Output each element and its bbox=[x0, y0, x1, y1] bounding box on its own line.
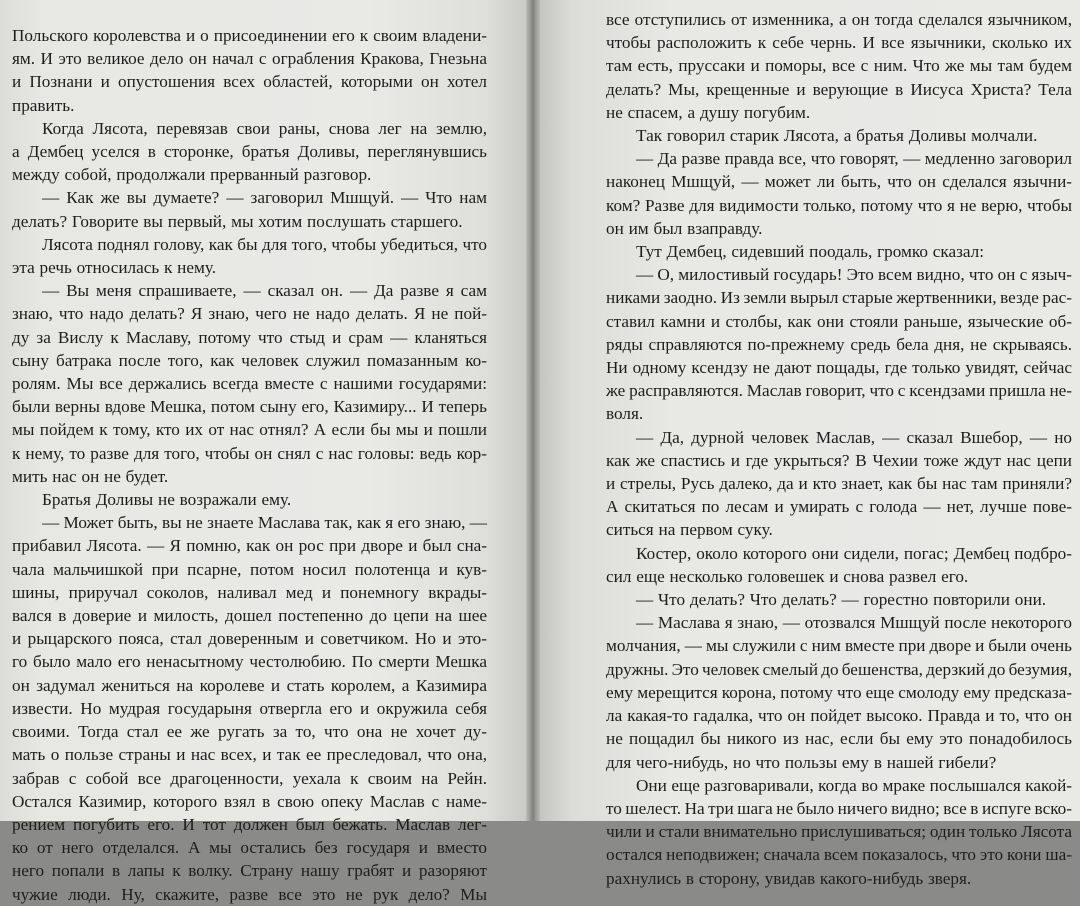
text-line: вался в доверие и милость, дошел постепенно до цепи на шее bbox=[12, 606, 487, 626]
text-line: делать? Мы, крещенные и верующие в Иисуса Христа? Тела bbox=[606, 79, 1072, 99]
text-line: своими. Тогда стал ее же ругать за то, что она не хочет ду- bbox=[12, 722, 487, 742]
text-line: молчания, — мы служили с ним вместе при дворе и были очень bbox=[606, 636, 1072, 656]
text-line: забрав с собой все драгоценности, уехала к своим на Рейн. bbox=[12, 768, 487, 788]
text-line: ставил камни и столбы, как они стояли раньше, языческие об- bbox=[606, 311, 1072, 331]
left-page-text bbox=[12, 24, 487, 906]
text-line: для чего-нибудь, но что пользы ему в нашей гибели? bbox=[606, 752, 997, 772]
text-line: чужие люди. Ну, скажите, разве все это не рук дело? Мы bbox=[12, 884, 487, 904]
left-page bbox=[0, 0, 528, 904]
text-line: ко от него отделался. А мы остались без государя и вместо bbox=[12, 838, 487, 858]
text-line: все отступились от изменника, а он тогда сделался язычником, bbox=[606, 10, 1072, 29]
text-line: там есть, пруссаки и поморы, все с ним. Что же мы там будем bbox=[606, 56, 1072, 76]
text-line: — Может быть, вы не знаете Маслава так, как я его знаю, — bbox=[42, 513, 487, 533]
text-line: — Маслава я знаю, — отозвался Мшщуй после некоторого bbox=[636, 613, 1072, 633]
text-line: Лясота поднял голову, как бы для того, чтобы убедиться, что bbox=[42, 234, 487, 254]
text-line: ком? Разве для видимости только, потому что я не верю, чтобы bbox=[606, 195, 1072, 215]
right-page bbox=[540, 0, 1080, 888]
text-line: — О, милостивый государь! Это всем видно, что он с языч- bbox=[636, 265, 1072, 285]
text-line: он им был взаправду. bbox=[606, 218, 763, 238]
text-line: него попали в лапы к волку. Страну нашу грабят и разоряют bbox=[12, 861, 487, 881]
text-line: ролям. Мы все держались всегда вместе с нашими государями: bbox=[12, 374, 487, 394]
text-line: ему мерещится корона, потому что еще смолоду ему предсказа- bbox=[606, 682, 1072, 702]
text-line: Ни одному ксендзу не дают пощады, где только увидят, сейчас bbox=[606, 358, 1072, 378]
right-page-text bbox=[606, 8, 1072, 890]
text-line: и Познани и опустошения всех областей, которыми он хотел bbox=[12, 72, 487, 92]
text-line: к нему, то разве для того, чтобы он снял с нас головы: ведь кор- bbox=[12, 443, 487, 463]
text-line: дружны. Это человек смелый до бешенства, дерзкий до безумия, bbox=[606, 659, 1072, 679]
text-line: чтобы расположить к себе чернь. И все язычники, сколько их bbox=[606, 33, 1072, 53]
text-line: он задумал жениться на королеве и стать королем, а Казимира bbox=[12, 675, 487, 695]
text-line: — Что делать? Что делать? — горестно повторили они. bbox=[636, 590, 1047, 610]
text-line: Они еще разговаривали, когда во мраке послышался какой- bbox=[636, 775, 1072, 795]
text-line: Так говорил старик Лясота, а братья Доливы молчали. bbox=[636, 126, 1038, 146]
text-line: как же спастись и где укрыться? В Чехии тоже ждут нас цепи bbox=[606, 450, 1072, 470]
text-line: ла какая-то гадалка, что он пойдет высоко. Правда и то, что он bbox=[606, 706, 1072, 726]
text-line: рением погубить его. И тот должен был бежать. Маслав лег- bbox=[12, 814, 487, 834]
text-line: ям. И это великое дело он начал с ограбления Кракова, Гнезьна bbox=[12, 49, 487, 69]
text-line: а Дембец уселся в сторонке, братья Доливы, переглянувшись bbox=[12, 142, 487, 162]
text-line: мать о пользе страны и нас всех, и так ее преследовал, что она, bbox=[12, 745, 487, 765]
text-line: Остался Казимир, которого взял в свою опеку Маслав с наме- bbox=[12, 791, 487, 811]
text-line: рахнулись в сторону, увидав какого-нибудь зверя. bbox=[606, 868, 972, 888]
text-line: чала мальчишкой при псарне, потом носил полотенца и кув- bbox=[12, 559, 487, 579]
text-line: были верны вдове Мешка, потом сыну его, Казимиру... И теперь bbox=[12, 397, 487, 417]
text-line: — Как же вы думаете? — заговорил Мшщуй. — Что нам bbox=[42, 188, 487, 208]
text-line: мы пойдем к тому, кто их от нас отнял? А если бы мы и пошли bbox=[12, 420, 487, 440]
text-line: и рыцарского пояса, стал доверенным и советчиком. Но и это- bbox=[12, 629, 487, 649]
text-line: то шелест. На три шага не было ничего видно; все в испуге вско- bbox=[606, 798, 1072, 818]
text-line: наконец Мшщуй, — может ли быть, что он сделался язычни- bbox=[606, 172, 1072, 192]
text-line: ряды справляются по-прежнему средь бела дня, не скрываясь. bbox=[606, 334, 1072, 354]
text-line: Костер, около которого они сидели, погас; Дембец подбро- bbox=[636, 543, 1072, 563]
text-line: сыну батрака после того, как человек служил помазанным ко- bbox=[12, 350, 487, 370]
text-line: мить нас он не будет. bbox=[12, 466, 169, 486]
text-line: не пощадил бы никого из нас, если бы ему это понадобилось bbox=[606, 729, 1072, 749]
text-line: прибавил Лясота. — Я помню, как он рос при дворе и был сна- bbox=[12, 536, 487, 556]
text-line: го было мало его ненасытному честолюбию. По смерти Мешка bbox=[12, 652, 487, 672]
text-line: править. bbox=[12, 95, 75, 115]
text-line: и стрелы, Русь далеко, да и кто знает, как бы нас там приняли? bbox=[606, 474, 1072, 494]
text-line: — Да разве правда все, что говорят, — медленно заговорил bbox=[636, 149, 1072, 169]
text-line: делать? Говорите вы первый, мы хотим послушать старшего. bbox=[12, 211, 463, 231]
text-line: Когда Лясота, перевязав свои раны, снова лег на землю, bbox=[42, 118, 487, 138]
text-line: чили и стали внимательно прислушиваться; один только Лясота bbox=[606, 822, 1072, 842]
text-line: — Да, дурной человек Маслав, — сказал Вшебор, — но bbox=[636, 427, 1072, 447]
text-line: не спасем, а душу погубим. bbox=[606, 102, 811, 122]
text-line: между собой, продолжали прерванный разговор. bbox=[12, 165, 372, 185]
text-line: Польского королевства и о присоединении его к своим владени- bbox=[12, 26, 487, 45]
text-line: сил еще несколько головешек и снова развел его. bbox=[606, 566, 969, 586]
text-line: ситься на первом суку. bbox=[606, 520, 773, 540]
text-line: Тут Дембец, сидевший поодаль, громко сказал: bbox=[636, 242, 985, 262]
text-line: А скитаться по лесам и умирать с голода — нет, лучше пове- bbox=[606, 497, 1072, 517]
text-line: воля. bbox=[606, 404, 644, 424]
text-line: никами заодно. Из земли вырыл старые жертвенники, везде рас- bbox=[606, 288, 1072, 308]
text-line: Братья Доливы не возражали ему. bbox=[42, 490, 292, 510]
text-line: — Вы меня спрашиваете, — сказал он. — Да разве я сам bbox=[42, 281, 487, 301]
text-line: же расправляются. Маслав говорит, что с ксендзами пришла не- bbox=[606, 381, 1072, 401]
text-line: эта речь относилась к нему. bbox=[12, 258, 217, 278]
text-line: ду за Вислу к Маславу, потому что стыд и срам — кланяться bbox=[12, 327, 487, 347]
text-line: знаю, что надо делать? Я знаю, чего не надо делать. Я не пой- bbox=[12, 304, 487, 324]
text-line: извести. Но мудрая государыня отвергла его и окружила себя bbox=[12, 698, 487, 718]
text-line: остался неподвижен; сначала всем показалось, что это кони ша- bbox=[606, 845, 1072, 865]
text-line: шины, приручал соколов, наливал мед и понемногу вкрады- bbox=[12, 582, 487, 602]
